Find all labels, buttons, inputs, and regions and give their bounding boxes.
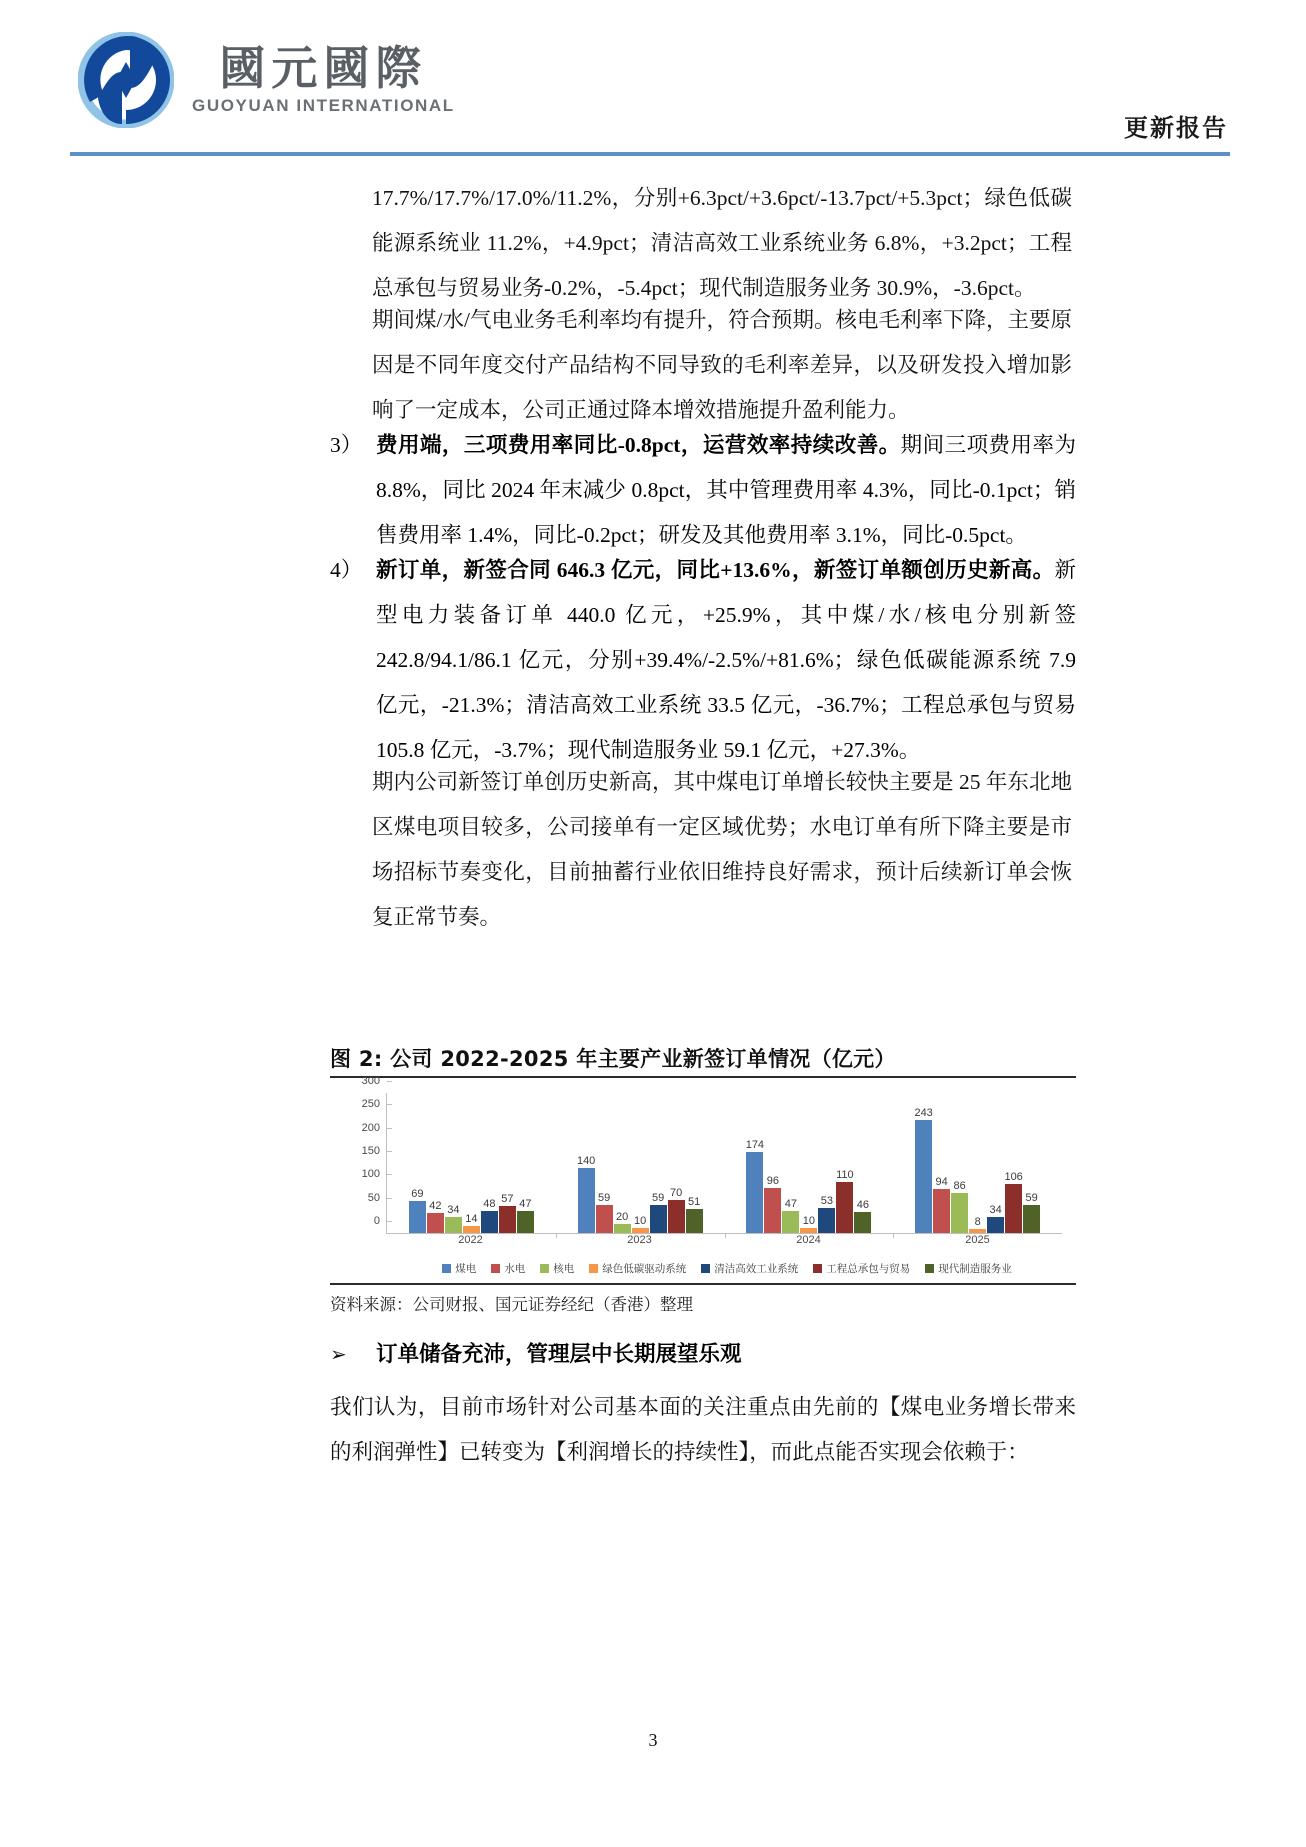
paragraph-margin-explanation xyxy=(372,298,1072,433)
legend-label: 核电 xyxy=(553,1262,575,1275)
legend-item[interactable] xyxy=(442,1261,476,1276)
list-item-body xyxy=(376,423,1076,558)
list-item-headline: 费用端，三项费用率同比-0.8pct，运营效率持续改善。 xyxy=(376,433,901,457)
bar xyxy=(686,1196,703,1233)
bar xyxy=(818,1195,835,1233)
bar xyxy=(836,1168,854,1233)
guoyuan-logo-icon xyxy=(78,32,174,128)
legend-label: 现代制造服务业 xyxy=(938,1262,1012,1275)
paragraph-text: 我们认为，目前市场针对公司基本面的关注重点由先前的【煤电业务增长带来的利润弹性】已转变为【利润增长的持续性】，而此点能否实现会依赖于： xyxy=(330,1395,1076,1464)
bar-value-label: 70 xyxy=(670,1187,683,1200)
logo-cn-text: 國元國際 xyxy=(219,40,428,95)
bar xyxy=(987,1204,1004,1233)
bar-group xyxy=(387,1093,556,1233)
legend-label: 绿色低碳驱动系统 xyxy=(602,1262,687,1275)
bar-chart xyxy=(330,1075,1076,1280)
bar-value-label: 174 xyxy=(745,1138,765,1151)
bar xyxy=(576,1154,596,1233)
bar-value-label: 34 xyxy=(989,1204,1002,1217)
legend-item[interactable] xyxy=(925,1261,1012,1276)
bar xyxy=(517,1198,534,1233)
y-axis-tick: 100 xyxy=(362,1168,387,1180)
page-number: 3 xyxy=(648,1730,658,1750)
y-axis-tick: 150 xyxy=(362,1145,387,1157)
figure-title: 图 2: 公司 2022-2025 年主要产业新签订单情况（亿元） xyxy=(330,1047,896,1071)
paragraph-conclusion xyxy=(330,1385,1076,1475)
bar xyxy=(596,1192,613,1233)
bar-value-label: 59 xyxy=(1025,1192,1038,1205)
bar xyxy=(409,1187,426,1233)
bar xyxy=(650,1192,667,1233)
y-axis-tick: 50 xyxy=(368,1192,387,1204)
figure-source: 资料来源：公司财报、国元证券经纪（香港）整理 xyxy=(330,1295,693,1314)
bar-group xyxy=(556,1093,725,1233)
bullet-arrow-icon: ➢ xyxy=(330,1344,347,1366)
list-marker: 3） xyxy=(330,433,363,457)
bullet-heading-text: 订单储备充沛，管理层中长期展望乐观 xyxy=(376,1342,742,1367)
bar-value-label: 42 xyxy=(429,1200,442,1213)
legend-swatch xyxy=(491,1264,500,1273)
list-item-headline: 新订单，新签合同 646.3 亿元，同比+13.6%，新签订单额创历史新高。 xyxy=(376,558,1055,582)
bar xyxy=(445,1204,462,1233)
bar-value-label: 48 xyxy=(483,1197,496,1210)
company-logo xyxy=(78,32,455,128)
paragraph-new-orders-commentary xyxy=(372,760,1072,940)
x-axis-labels xyxy=(386,1234,1062,1250)
bar xyxy=(764,1175,781,1233)
bar xyxy=(1023,1192,1040,1233)
x-axis-tick-label: 2025 xyxy=(965,1234,990,1246)
bar-value-label: 57 xyxy=(501,1193,514,1206)
bar-value-label: 59 xyxy=(652,1192,665,1205)
bar-value-label: 140 xyxy=(576,1154,596,1167)
bar xyxy=(933,1176,950,1233)
bar xyxy=(632,1215,649,1233)
bar-value-label: 10 xyxy=(634,1215,647,1228)
figure-top-rule xyxy=(330,1076,1076,1078)
bar-value-label: 47 xyxy=(784,1198,797,1211)
legend-swatch xyxy=(925,1264,934,1273)
bar-value-label: 34 xyxy=(447,1204,460,1217)
legend-swatch xyxy=(540,1264,549,1273)
paragraph-gross-margin xyxy=(372,176,1072,311)
chart-legend xyxy=(386,1258,1068,1278)
bar-value-label: 106 xyxy=(1004,1170,1023,1183)
header-divider xyxy=(70,152,1230,156)
page-header xyxy=(0,0,1306,160)
paragraph-text: 期内公司新签订单创历史新高，其中煤电订单增长较快主要是 25 年东北地区煤电项目较多，公司接单有一定区域优势；水电订单有所下降主要是市场招标节奏变化，目前抽蓄行业依旧维持良好需求，预计后续新订单会恢复正常节奏。 xyxy=(372,770,1072,929)
bar-value-label: 243 xyxy=(914,1106,933,1119)
bar xyxy=(951,1179,968,1233)
bar xyxy=(1004,1170,1023,1233)
bar xyxy=(745,1138,765,1233)
bar xyxy=(427,1200,444,1233)
bar-value-label: 59 xyxy=(598,1192,611,1205)
bar xyxy=(463,1213,480,1233)
chart-bar-groups xyxy=(387,1093,1062,1233)
chart-plot-area xyxy=(361,1075,1062,1234)
bar xyxy=(481,1197,498,1233)
bar-value-label: 96 xyxy=(766,1175,779,1188)
bar-value-label: 47 xyxy=(519,1198,532,1211)
legend-swatch xyxy=(701,1264,710,1273)
legend-label: 工程总承包与贸易 xyxy=(826,1262,911,1275)
legend-item[interactable] xyxy=(491,1261,525,1276)
list-item-detail: 新型电力装备订单 440.0 亿元，+25.9%，其中煤/水/核电分别新签 242.8/94.1/86.1 亿元，分别+39.4%/-2.5%/+81.6%；绿色低碳能源系统 7.9 亿元，-21.3%；清洁高效工业系统 33.5 亿元，-36.7%；工程总承包与贸易 105.8 亿元，-3.7%；现代制造服务业 59.1 亿元，+27.3%。 xyxy=(376,558,1076,762)
bar-group xyxy=(725,1093,894,1233)
list-marker: 4） xyxy=(330,558,363,582)
bar xyxy=(668,1187,685,1233)
x-axis-tick-label: 2023 xyxy=(627,1234,652,1246)
bar-value-label: 53 xyxy=(820,1195,833,1208)
paragraph-text: 期间煤/水/气电业务毛利率均有提升，符合预期。核电毛利率下降，主要原因是不同年度交付产品结构不同导致的毛利率差异，以及研发投入增加影响了一定成本，公司正通过降本增效措施提升盈利能力。 xyxy=(372,308,1072,422)
bar xyxy=(782,1198,799,1233)
legend-label: 水电 xyxy=(504,1262,526,1275)
bar xyxy=(499,1193,516,1233)
bar xyxy=(969,1216,986,1233)
bar-value-label: 14 xyxy=(465,1213,478,1226)
bar xyxy=(800,1215,817,1233)
figure-bottom-rule xyxy=(330,1283,1076,1285)
y-axis-tick: 200 xyxy=(362,1122,387,1134)
legend-label: 清洁高效工业系统 xyxy=(714,1262,799,1275)
legend-item[interactable] xyxy=(589,1261,686,1276)
bar xyxy=(854,1198,871,1233)
y-axis-tick: 300 xyxy=(362,1075,387,1087)
list-item-3 xyxy=(330,423,1076,558)
logo-en-text: GUOYUAN INTERNATIONAL xyxy=(192,96,455,116)
x-axis-tick-label: 2022 xyxy=(458,1234,483,1246)
legend-item[interactable] xyxy=(813,1261,910,1276)
legend-label: 煤电 xyxy=(455,1262,477,1275)
paragraph-text: 17.7%/17.7%/17.0%/11.2%，分别+6.3pct/+3.6pct/-13.7pct/+5.3pct；绿色低碳能源系统业 11.2%，+4.9pct；清洁高效工业系统业务 6.8%，+3.2pct；工程总承包与贸易业务-0.2%，-5.4pct；现代制造服务业务 30.9%，-3.6pct。 xyxy=(372,186,1072,300)
bar-value-label: 20 xyxy=(616,1210,629,1223)
bar-value-label: 51 xyxy=(688,1196,701,1209)
y-axis-tick: 250 xyxy=(362,1098,387,1110)
y-axis-tick: 0 xyxy=(374,1215,387,1227)
bar-group xyxy=(893,1093,1062,1233)
legend-swatch xyxy=(442,1264,451,1273)
bullet-heading xyxy=(330,1335,1076,1375)
bar xyxy=(914,1106,933,1233)
bar-value-label: 69 xyxy=(411,1187,424,1200)
bar-value-label: 110 xyxy=(836,1168,854,1181)
legend-swatch xyxy=(813,1264,822,1273)
list-item-detail: 期间三项费用率为 8.8%，同比 2024 年末减少 0.8pct，其中管理费用率 4.3%，同比-0.1pct；销售费用率 1.4%，同比-0.2pct；研发及其他费用率 3.1%，同比-0.5pct。 xyxy=(376,433,1076,547)
bar-value-label: 86 xyxy=(953,1179,966,1192)
x-axis-tick-label: 2024 xyxy=(796,1234,821,1246)
legend-item[interactable] xyxy=(701,1261,798,1276)
bar-value-label: 10 xyxy=(802,1215,815,1228)
bar-value-label: 94 xyxy=(935,1176,948,1189)
report-type-label: 更新报告 xyxy=(1124,114,1228,142)
legend-swatch xyxy=(589,1264,598,1273)
list-item-4 xyxy=(330,548,1076,773)
bar xyxy=(614,1210,631,1233)
list-item-body xyxy=(376,548,1076,773)
bar-value-label: 46 xyxy=(856,1198,869,1211)
legend-item[interactable] xyxy=(540,1261,574,1276)
bar-value-label: 8 xyxy=(974,1216,981,1229)
